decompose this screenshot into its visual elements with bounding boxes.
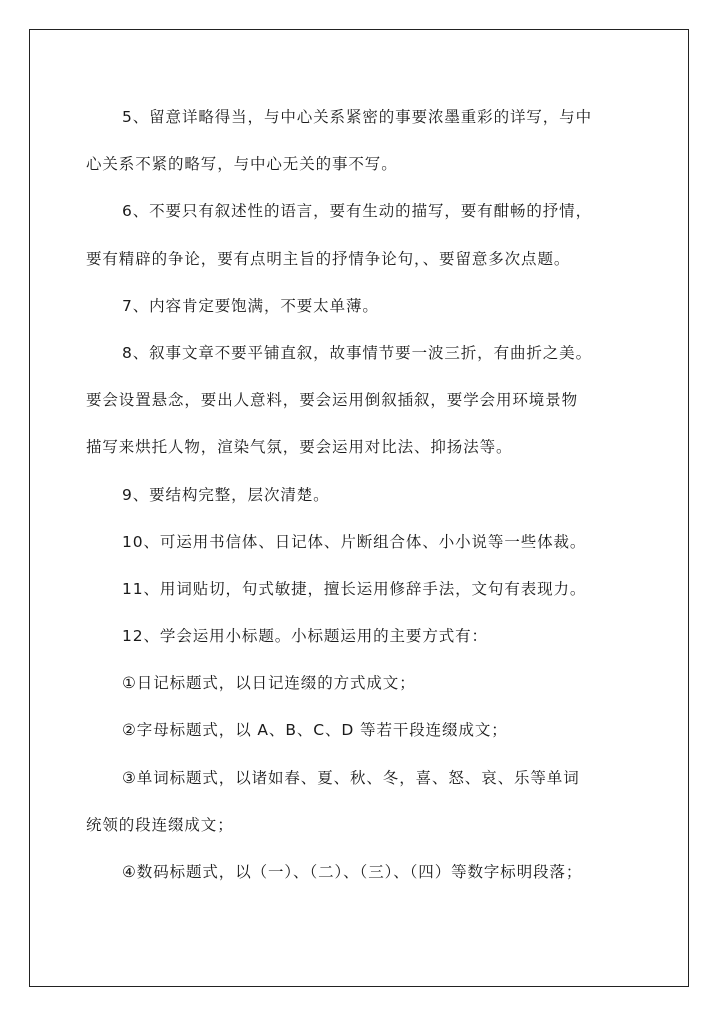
text-line: 8、叙事文章不要平铺直叙，故事情节要一波三折，有曲折之美。 — [122, 343, 592, 362]
text-line: ①日记标题式，以日记连缀的方式成文； — [122, 674, 416, 693]
text-line: 统领的段连缀成文； — [86, 815, 234, 834]
text-line: 心关系不紧的略写，与中心无关的事不写。 — [86, 155, 398, 174]
text-line: ③单词标题式，以诸如春、夏、秋、冬，喜、怒、哀、乐等单词 — [122, 768, 580, 787]
text-line: 7、内容肯定要饱满，不要太单薄。 — [122, 296, 379, 315]
text-line: 6、不要只有叙述性的语言，要有生动的描写，要有酣畅的抒情， — [122, 202, 592, 221]
text-line: 要会设置悬念，要出人意料，要会运用倒叙插叙，要学会用环境景物 — [86, 391, 579, 410]
text-line: 要有精辟的争论，要有点明主旨的抒情争论句，、要留意多次点题。 — [86, 249, 571, 268]
text-line: 11、用词贴切，句式敏捷，擅长运用修辞手法，文句有表现力。 — [122, 579, 587, 598]
document-body — [86, 94, 634, 896]
text-line: 描写来烘托人物，渲染气氛，要会运用对比法、抑扬法等。 — [86, 438, 513, 457]
text-line: 12、学会运用小标题。小标题运用的主要方式有： — [122, 627, 488, 646]
text-line: ④数码标题式，以（一）、（二）、（三）、（四）等数字标明段落； — [122, 863, 583, 881]
text-line: 9、要结构完整，层次清楚。 — [122, 485, 330, 504]
text-line: ②字母标题式，以 A、B、C、D 等若干段连缀成文； — [122, 721, 508, 740]
text-line: 5、留意详略得当，与中心关系紧密的事要浓墨重彩的详写，与中 — [122, 108, 592, 126]
text-line: 10、可运用书信体、日记体、片断组合体、小小说等一些体裁。 — [122, 532, 587, 551]
